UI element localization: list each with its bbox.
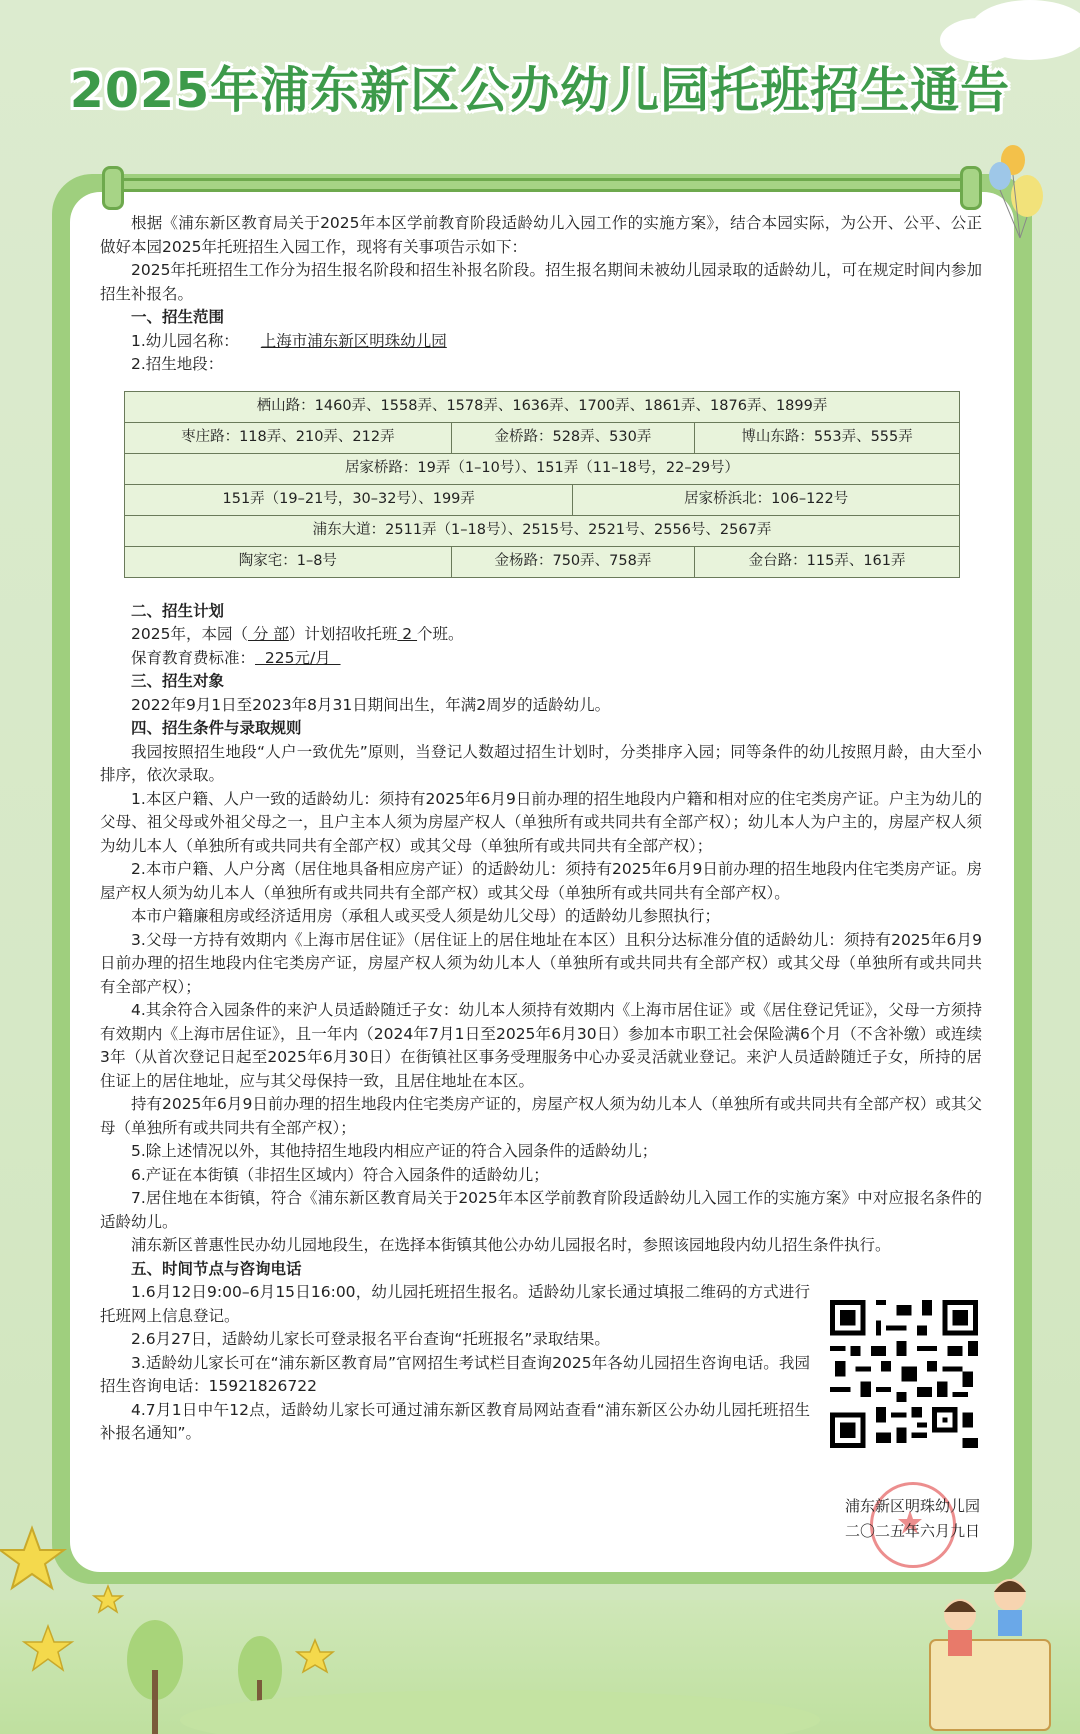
target-text: 2022年9月1日至2023年8月31日期间出生，年满2周岁的适龄幼儿。: [131, 695, 611, 714]
fee-line: [100, 647, 982, 671]
timeline-block: [100, 1281, 810, 1446]
kindergarten-name-line: [100, 330, 982, 354]
kindergarten-name: 上海市浦东新区明珠幼儿园: [260, 331, 447, 350]
star-icon: [24, 1626, 72, 1670]
children-reading-icon: [930, 1579, 1050, 1730]
table-cell: 居家桥路：19弄（1–10号）、151弄（11–18号，22–29号）: [125, 453, 960, 484]
rule-paragraph: 5.除上述情况以外，其他持招生地段内相应产证的符合入园条件的适龄幼儿；: [131, 1142, 658, 1160]
balloon-icon: [985, 138, 1055, 248]
section-heading: 一、招生范围: [131, 308, 225, 326]
plan-count: 2: [397, 625, 418, 643]
intro-paragraph: 2025年托班招生工作分为招生报名阶段和招生补报名阶段。招生报名期间未被幼儿园录取的适龄幼儿，可在规定时间内参加招生补报名。: [100, 261, 982, 303]
intro-paragraph: 根据《浦东新区教育局关于2025年本区学前教育阶段适龄幼儿入园工作的实施方案》，结合本园实际，为公开、公平、公正做好本园2025年托班招生入园工作，现将有关事项告示如下：: [100, 214, 982, 256]
table-cell: 博山东路：553弄、555弄: [695, 422, 960, 453]
table-cell: 金杨路：750弄、758弄: [451, 546, 694, 577]
rule-paragraph: 3.父母一方持有效期内《上海市居住证》（居住证上的居住地址在本区）且积分达标准分值的适龄幼儿：须持有2025年6月9日前办理的招生地段内住宅类房产证，房屋产权人须为幼儿本人（单独所有或共同共有全部产权）或其父母（单独所有或共同共有全部产权）；: [100, 930, 982, 996]
scenery: [0, 1520, 1080, 1734]
rule-paragraph: 持有2025年6月9日前办理的招生地段内住宅类房产证的，房屋产权人须为幼儿本人（单独所有或共同共有全部产权）或其父母（单独所有或共同共有全部产权）；: [100, 1095, 982, 1137]
star-icon: [297, 1640, 333, 1672]
notice-body: [100, 212, 982, 1446]
fee-value: 225元/月: [255, 648, 341, 667]
fee-label: 保育教育费标准：: [131, 648, 256, 667]
area-label: 2.招生地段：: [131, 355, 224, 373]
timeline-paragraph: 2.6月27日，适龄幼儿家长可登录报名平台查询“托班报名”录取结果。: [131, 1330, 610, 1348]
table-cell: 栖山路：1460弄、1558弄、1578弄、1636弄、1700弄、1861弄、1876弄、1899弄: [125, 391, 960, 422]
rule-paragraph: 1.本区户籍、人户一致的适龄幼儿：须持有2025年6月9日前办理的招生地段内户籍和相对应的住宅类房产证。户主为幼儿的父母、祖父母或外祖父母之一，且户主本人须为房屋产权人（单独所有或共同共有全部产权）；幼儿本人为户主的，房屋产权人须为幼儿本人（单独所有或共同共有全部产权）或其父母（单独所有或共同共有全部产权）；: [100, 789, 982, 855]
star-icon: [0, 1528, 64, 1588]
table-cell: 枣庄路：118弄、210弄、212弄: [125, 422, 452, 453]
frame-peg: [102, 166, 124, 210]
frame-rail: [118, 178, 970, 192]
rule-paragraph: 浦东新区普惠性民办幼儿园地段生，在选择本街镇其他公办幼儿园报名时，参照该园地段内幼儿招生条件执行。: [131, 1236, 891, 1254]
rule-paragraph: 2.本市户籍、人户分离（居住地具备相应房产证）的适龄幼儿：须持有2025年6月9日前办理的招生地段内住宅类房产证。房屋产权人须为幼儿本人（单独所有或共同共有全部产权）或其父母（单独所有或共同共有全部产权）。: [100, 860, 982, 902]
section-heading: 二、招生计划: [131, 601, 225, 620]
signature-date: 二〇二五年六月九日: [844, 1522, 980, 1540]
enrollment-area-table: [124, 391, 960, 578]
star-icon: [94, 1586, 122, 1612]
plan-text: 个班。: [417, 625, 464, 643]
table-cell: 金桥路：528弄、530弄: [451, 422, 694, 453]
signature-org: 浦东新区明珠幼儿园: [844, 1497, 980, 1515]
tree-icon: [127, 1620, 183, 1734]
plan-line: [100, 623, 982, 647]
section-heading: 五、时间节点与咨询电话: [131, 1259, 302, 1278]
kindergarten-label: 1.幼儿园名称：: [131, 331, 239, 350]
plan-text: ）计划招收托班: [288, 625, 398, 643]
timeline-paragraph: 4.7月1日中午12点，适龄幼儿家长可通过浦东新区教育局网站查看“浦东新区公办幼儿园托班招生补报名通知”。: [100, 1400, 810, 1442]
qr-code-icon[interactable]: [830, 1300, 978, 1448]
table-cell: 浦东大道：2511弄（1–18号）、2515号、2521号、2556号、2567弄: [125, 515, 960, 546]
table-cell: 居家桥浜北：106–122号: [573, 484, 960, 515]
frame-peg: [960, 166, 982, 210]
section-heading: 四、招生条件与录取规则: [131, 719, 302, 737]
table-cell: 陶家宅：1–8号: [125, 546, 452, 577]
timeline-paragraph: 3.适龄幼儿家长可在“浦东新区教育局”官网招生考试栏目查询2025年各幼儿园招生咨询电话。我园招生咨询电话：15921826722: [100, 1353, 810, 1395]
section-heading: 三、招生对象: [131, 672, 225, 690]
rule-paragraph: 本市户籍廉租房或经济适用房（承租人或买受人须是幼儿父母）的适龄幼儿参照执行；: [131, 907, 721, 925]
rule-paragraph: 我园按照招生地段“人户一致优先”原则，当登记人数超过招生计划时，分类排序入园；同等条件的幼儿按照月龄，由大至小排序，依次录取。: [100, 742, 982, 784]
plan-campus: 分 部: [247, 625, 289, 643]
table-cell: 金台路：115弄、161弄: [695, 546, 960, 577]
rule-paragraph: 7.居住地在本街镇，符合《浦东新区教育局关于2025年本区学前教育阶段适龄幼儿入园工作的实施方案》中对应报名条件的适龄幼儿。: [100, 1189, 982, 1231]
page-title: 2025年浦东新区公办幼儿园托班招生通告: [69, 62, 1011, 119]
plan-text: 2025年，本园（: [131, 625, 248, 643]
timeline-paragraph: 1.6月12日9:00–6月15日16:00，幼儿园托班招生报名。适龄幼儿家长通过填报二维码的方式进行托班网上信息登记。: [100, 1283, 810, 1325]
rule-paragraph: 4.其余符合入园条件的来沪人员适龄随迁子女：幼儿本人须持有效期内《上海市居住证》或《居住登记凭证》，父母一方须持有效期内《上海市居住证》，且一年内（2024年7月1日至2025年6月30日）参加本市职工社会保险满6个月（不含补缴）或连续3年（从首次登记日起至2025年6月30日）在街镇社区事务受理服务中心办妥灵活就业登记。来沪人员适龄随迁子女，所持的居住证上的居住地址，应与其父母保持一致，且居住地址在本区。: [100, 1001, 982, 1090]
rule-paragraph: 6.产证在本街镇（非招生区域内）符合入园条件的适龄幼儿；: [131, 1165, 549, 1184]
table-cell: 151弄（19–21号，30–32号）、199弄: [125, 484, 573, 515]
